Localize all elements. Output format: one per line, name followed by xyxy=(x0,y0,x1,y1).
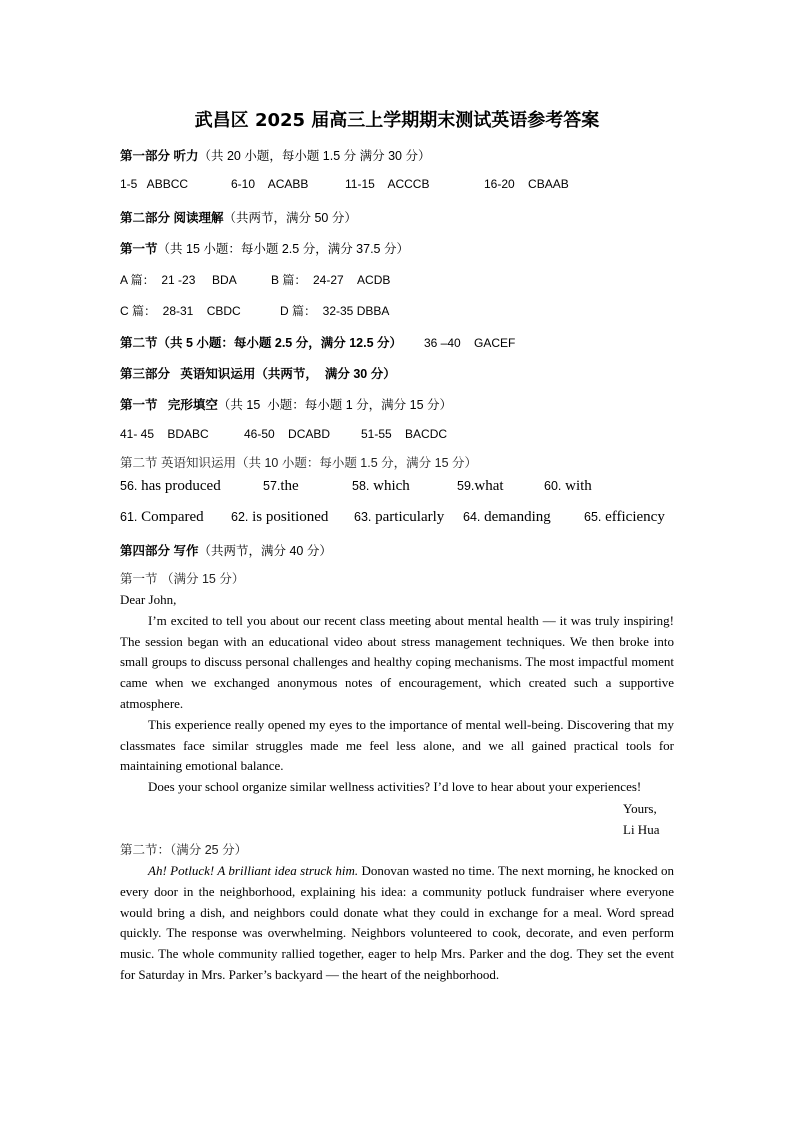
sec-note: （共 15 小题：每小题 1 分，满分 15 分） xyxy=(217,398,452,412)
answer-group: 1-5 ABBCC xyxy=(120,177,189,191)
part4-sec2-heading: 第二节：（满分 25 分） xyxy=(120,842,248,857)
answer-group: D 篇： 32-35 DBBA xyxy=(280,304,390,318)
letter-paragraph: I’m excited to tell you about our recent class meeting about mental health — it was truly inspiring! The session began with an educational video about stress management techniques. We then broke into small groups to discuss personal challenges and healthy coping mechanisms. The most impactful moment came when we exchanged anonymous notes of encouragement, which created such a supportive atmosphere. xyxy=(120,612,674,711)
part1-heading xyxy=(120,146,430,164)
sec-title: 第一节 xyxy=(120,242,158,256)
item-answer: the xyxy=(280,478,299,494)
letter-paragraph: Does your school organize similar wellness activities? I’d love to hear about your experiences! xyxy=(148,779,642,795)
part2-sec2 xyxy=(120,333,515,351)
item-answer: with xyxy=(561,478,592,494)
letter xyxy=(120,590,674,798)
answer-group: 51-55 BACDC xyxy=(361,427,448,441)
part2-sec1-heading xyxy=(120,239,409,257)
letter-closing: Yours, xyxy=(623,800,657,816)
page-title: 武昌区 2025 届高三上学期期末测试英语参考答案 xyxy=(194,110,600,131)
part4-sec1-heading: 第一节 （满分 15 分） xyxy=(120,572,245,586)
part2-note: （共两节，满分 50 分） xyxy=(223,211,357,225)
item-number: 62. xyxy=(231,510,249,524)
part3-sec1-heading xyxy=(120,395,452,413)
item-number: 56. xyxy=(120,479,138,493)
part2-title: 第二部分 阅读理解 xyxy=(120,211,224,225)
sec-title: 第二节（共 5 小题：每小题 2.5 分，满分 12.5 分） xyxy=(120,336,402,350)
item-number: 59. xyxy=(457,479,475,493)
letter-paragraph: This experience really opened my eyes to the importance of mental well-being. Discovering that my classmates face similar struggles made me feel less alone, and we all gained practical tools for maintaining emotional balance. xyxy=(120,716,674,774)
part4-heading xyxy=(120,541,332,559)
letter-greeting: Dear John, xyxy=(120,592,177,607)
answer-group: 36 –40 GACEF xyxy=(424,336,516,350)
continuation-text: Donovan wasted no time. The next morning, he knocked on every door in the neighborhood, explaining his idea: a community potluck fundraiser where everyone would bring a dish, and neighbors could donate what they could in exchange for a meal. Word spread quickly. The response was overwhelming. Neighbors volunteered to cook, decorate, and even perform music. The whole community rallied together, eager to help Mrs. Parker and the dog. They set the event for Saturday in Mrs. Parker’s backyard — the heart of the neighborhood. xyxy=(120,862,674,982)
item-answer: demanding xyxy=(480,509,551,525)
item-number: 57. xyxy=(263,479,281,493)
answer-group: 46-50 DCABD xyxy=(244,427,331,441)
part1-answers xyxy=(120,177,569,191)
item-number: 58. xyxy=(352,479,370,493)
part4-note: （共两节，满分 40 分） xyxy=(198,544,332,558)
sec-note: （共 15 小题：每小题 2.5 分，满分 37.5 分） xyxy=(157,242,409,256)
reading-row-1 xyxy=(120,271,390,288)
part4-title: 第四部分 写作 xyxy=(120,544,199,558)
item-number: 63. xyxy=(354,510,372,524)
part1-title: 第一部分 听力 xyxy=(120,149,199,163)
item-number: 60. xyxy=(544,479,562,493)
item-answer: has produced xyxy=(137,478,221,494)
part3-title: 第三部分 英语知识运用（共两节， 满分 30 分） xyxy=(120,367,396,381)
part3-heading xyxy=(120,364,396,382)
answer-group: B 篇： 24-27 ACDB xyxy=(271,273,391,287)
answer-group: 16-20 CBAAB xyxy=(484,177,569,191)
item-answer: Compared xyxy=(137,509,204,525)
answer-group: A 篇： 21 -23 BDA xyxy=(120,273,237,287)
item-number: 65. xyxy=(584,510,602,524)
item-answer: what xyxy=(474,478,504,494)
answer-group: 6-10 ACABB xyxy=(231,177,309,191)
item-answer: which xyxy=(369,478,410,494)
item-number: 64. xyxy=(463,510,481,524)
part3-sec2-heading: 第二节 英语知识运用（共 10 小题：每小题 1.5 分，满分 15 分） xyxy=(120,456,477,470)
grammar-row-2 xyxy=(120,509,665,526)
grammar-row-1 xyxy=(120,478,592,495)
sec-title: 第一节 完形填空 xyxy=(120,398,218,412)
answer-group: C 篇： 28-31 CBDC xyxy=(120,304,241,318)
reading-row-2 xyxy=(120,302,389,319)
item-answer: is positioned xyxy=(248,509,329,525)
letter-signature: Li Hua xyxy=(623,821,660,837)
item-number: 61. xyxy=(120,510,138,524)
item-answer: particularly xyxy=(371,509,445,525)
writing-section xyxy=(120,569,674,986)
opening-sentence: Ah! Potluck! A brilliant idea struck him. xyxy=(148,862,359,878)
part2-heading xyxy=(120,208,357,226)
part1-note: （共 20 小题，每小题 1.5 分 满分 30 分） xyxy=(198,149,431,163)
answer-group: 41- 45 BDABC xyxy=(120,427,209,441)
answer-group: 11-15 ACCCB xyxy=(345,177,430,191)
continuation-paragraph xyxy=(120,861,674,986)
cloze-answers xyxy=(120,427,447,441)
item-answer: efficiency xyxy=(601,509,665,525)
